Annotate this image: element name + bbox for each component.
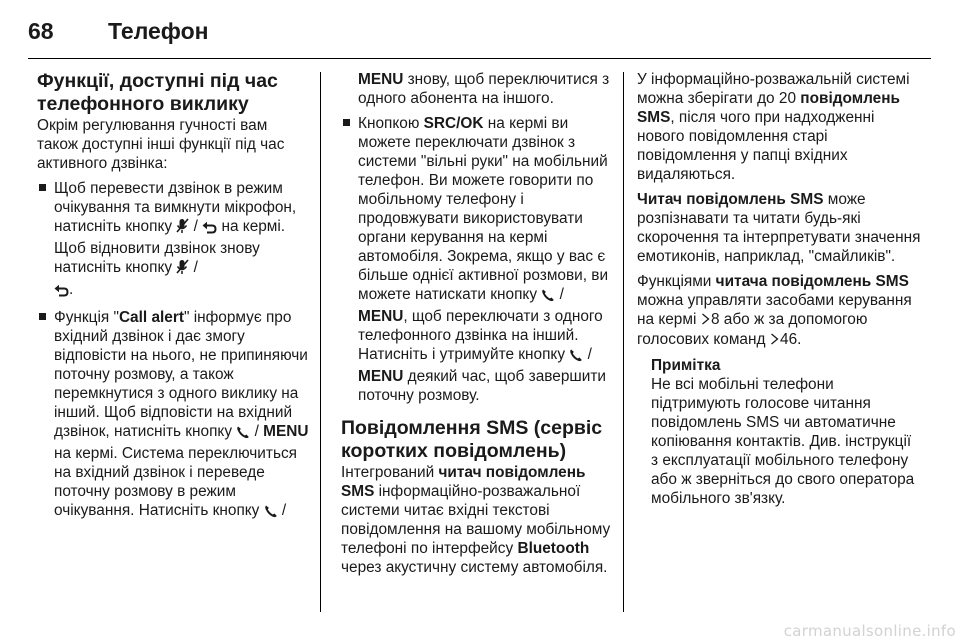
page-reference-arrow-icon: [701, 311, 710, 330]
page-number: 68: [28, 18, 54, 44]
sms-storage-paragraph: У інформаційно-розважальній системі можна зберігати до 20 повідомлень SMS, після чого при надходженні нового повідомлення старі повідомлення у папці вхідних видаляються.: [637, 71, 910, 183]
watermark: carmanualsonline.info: [783, 622, 956, 640]
header-divider: [28, 58, 931, 59]
note-text: Не всі мобільні телефони підтримують голосове читання повідомлень SMS чи автоматичне копіювання контактів. Див. інструкції з експлуатації мобільного телефону або ж зверніться до свого оператора мобільного зв'язку.: [651, 376, 915, 507]
phone-handset-icon: [569, 348, 583, 367]
page-header: [28, 14, 928, 54]
phone-handset-icon: [264, 504, 278, 523]
bullet-marker: [39, 313, 46, 320]
bullet-continuation: MENU знову, щоб переключитися з одного абонента на іншого.: [358, 71, 610, 107]
sms-controls-paragraph: Функціями читача повідомлень SMS можна управляти засобами керування на кермі 8 або ж за допомогою голосових команд 46.: [637, 273, 912, 348]
column-3: [637, 70, 922, 508]
column-divider-1: [320, 72, 321, 612]
bullet-hold-call: Щоб перевести дзвінок в режим очікування та вимкнути мікрофон, натисніть кнопку / на кермі. Щоб відновити дзвінок знову натисніть кнопку / .: [37, 179, 309, 302]
page-title: Телефон: [108, 18, 209, 44]
bullet-marker: [343, 119, 350, 126]
bullet-marker: [39, 184, 46, 191]
mute-microphone-icon: [176, 259, 189, 280]
section-heading-call-functions: Функції, доступні під час телефонного виклику: [37, 70, 278, 115]
return-arrow-icon: [202, 220, 217, 239]
phone-handset-icon: [541, 288, 555, 307]
page-reference-link[interactable]: 8: [710, 311, 720, 328]
note-title: Примітка: [651, 357, 721, 374]
phone-handset-icon: [236, 425, 250, 444]
column-divider-2: [623, 72, 624, 612]
intro-paragraph: Окрім регулювання гучності вам також доступні інші функції під час активного дзвінка:: [37, 117, 285, 172]
sms-reader-paragraph: Читач повідомлень SMS може розпізнавати та читати будь-які скорочення та інтерпретувати значення емотиконів, наприклад, "смайликів".: [637, 191, 921, 265]
bullet-src-ok: Кнопкою SRC/OK на кермі ви можете переключати дзвінок з системи "вільні руки" на мобільний телефон. Ви можете говорити по мобільному телефону і продовжувати використовувати органи керування на кермі автомобіля. Зокрема, якщо у вас є більше однієї активної розмови, ви можете натискати кнопку / MENU, щоб переключати з одного телефонного дзвінка на інший. Натисніть і утримуйте кнопку / MENU деякий час, щоб завершити поточну розмову.: [341, 114, 613, 405]
bullet-call-alert: Функція "Call alert" інформує про вхідний дзвінок і дає змогу відповісти на нього, не припиняючи поточну розмову, а також перемкнутися з одного виклику на інший. Щоб відповісти на вхідний дзвінок, натисніть кнопку / MENU на кермі. Система переключиться на вхідний дзвінок і переведе поточну розмову в режим очікування. Натисніть кнопку /: [37, 308, 309, 523]
page-reference-arrow-icon: [770, 331, 779, 350]
return-arrow-icon: [54, 283, 69, 302]
note-box: [637, 356, 922, 508]
column-1: [37, 70, 309, 529]
sms-intro-paragraph: Інтегрований читач повідомлень SMS інформаційно-розважальної системи читає вхідні текстові повідомлення на вашому мобільному телефоні по інтерфейсу Bluetooth через акустичну систему автомобіля.: [341, 464, 611, 576]
mute-microphone-icon: [176, 218, 189, 239]
column-2: [341, 70, 613, 583]
page-reference-link[interactable]: 46: [780, 331, 798, 348]
section-heading-sms: Повідомлення SMS (сервіс коротких повідомлень): [341, 417, 603, 462]
